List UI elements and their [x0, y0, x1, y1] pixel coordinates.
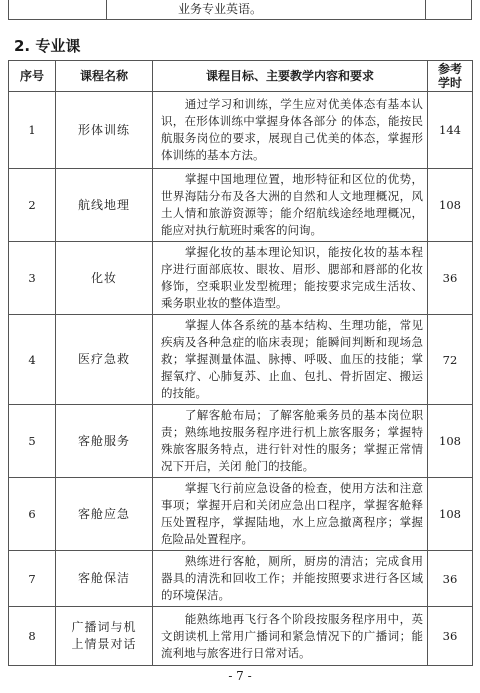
section-title: 2. 专业课 — [14, 37, 81, 55]
course-hours: 72 — [428, 315, 473, 405]
table-header-row — [9, 61, 473, 92]
course-description: 掌握人体各系统的基本结构、生理功能，常见疾病及各种急症的临床表现；能瞬间判断和现场急救；掌握测量体温、脉搏、呼吸、血压的技能；掌握氧疗、心肺复苏、止血、包扎、骨折固定、搬运的技能。 — [153, 315, 428, 405]
course-name: 客舱服务 — [56, 405, 153, 478]
continued-cell-empty — [9, 0, 107, 19]
header-hours-line1: 参考 — [437, 62, 462, 76]
table-row — [9, 169, 473, 242]
page-number: - 7 - — [228, 669, 252, 683]
table-row — [9, 478, 473, 551]
table-row — [9, 242, 473, 315]
course-name — [56, 607, 153, 666]
course-name: 医疗急救 — [56, 315, 153, 405]
course-description: 掌握化妆的基本理论知识，能按化妆的基本程序进行面部底妆、眼妆、眉形、腮部和唇部的化妆修饰，空乘职业发型梳理；能按要求完成生活妆、乘务职业妆的整体造型。 — [153, 242, 428, 315]
row-no: 8 — [9, 607, 56, 666]
row-no: 1 — [9, 92, 56, 169]
course-name: 化妆 — [56, 242, 153, 315]
course-name-line2: 上情景对话 — [71, 637, 137, 651]
course-hours: 36 — [428, 607, 473, 666]
course-description: 掌握飞行前应急设备的检查，使用方法和注意事项；掌握开启和关闭应急出口程序，掌握客舱释压处置程序，掌握陆地，水上应急撤离程序；掌握危险品处置程序。 — [153, 478, 428, 551]
course-hours: 108 — [428, 478, 473, 551]
table-row — [9, 405, 473, 478]
course-description: 了解客舱布局；了解客舱乘务员的基本岗位职责；熟练地按服务程序进行机上旅客服务；掌握特殊旅客服务特点，进行针对性的服务；掌握正常情况下开启，关闭 舱门的技能。 — [153, 405, 428, 478]
course-name: 航线地理 — [56, 169, 153, 242]
header-no: 序号 — [9, 61, 56, 92]
course-hours: 144 — [428, 92, 473, 169]
course-name: 客舱保洁 — [56, 551, 153, 607]
row-no: 3 — [9, 242, 56, 315]
course-description: 通过学习和训练，学生应对优美体态有基本认识，在形体训练中掌握身体各部分 的体态，能按民航服务岗位的要求，展现自己优美的体态，掌握形体训练的基本方法。 — [153, 92, 428, 169]
course-description: 掌握中国地理位置，地形特征和区位的优势，世界海陆分布及各大洲的自然和人文地理概况，风土人情和旅游资源等；能介绍航线途经地理概况，能应对执行航班时乘客的问询。 — [153, 169, 428, 242]
continued-cell-empty-hours — [426, 0, 471, 19]
course-name: 形体训练 — [56, 92, 153, 169]
table-row — [9, 92, 473, 169]
row-no: 6 — [9, 478, 56, 551]
header-hours-line2: 学时 — [437, 76, 462, 90]
table-row — [9, 607, 473, 666]
course-hours: 108 — [428, 169, 473, 242]
table-row — [9, 315, 473, 405]
header-content: 课程目标、主要教学内容和要求 — [153, 61, 428, 92]
course-hours: 36 — [428, 551, 473, 607]
course-description: 熟练进行客舱，厕所，厨房的清洁；完成食用器具的清洗和回收工作；并能按照要求进行各区域的环境保洁。 — [153, 551, 428, 607]
header-hours — [428, 61, 473, 92]
continued-table-row — [8, 0, 472, 20]
course-hours: 36 — [428, 242, 473, 315]
course-table — [8, 60, 473, 666]
row-no: 5 — [9, 405, 56, 478]
course-name-line1: 广播词与机 — [71, 620, 137, 634]
row-no: 7 — [9, 551, 56, 607]
course-name: 客舱应急 — [56, 478, 153, 551]
course-description: 能熟练地再飞行各个阶段按服务程序用中，英文朗读机上常用广播词和紧急情况下的广播词；能流利地与旅客进行日常对话。 — [153, 607, 428, 666]
row-no: 2 — [9, 169, 56, 242]
course-hours: 108 — [428, 405, 473, 478]
row-no: 4 — [9, 315, 56, 405]
continued-cell-text: 业务专业英语。 — [107, 0, 426, 19]
table-row — [9, 551, 473, 607]
header-name: 课程名称 — [56, 61, 153, 92]
